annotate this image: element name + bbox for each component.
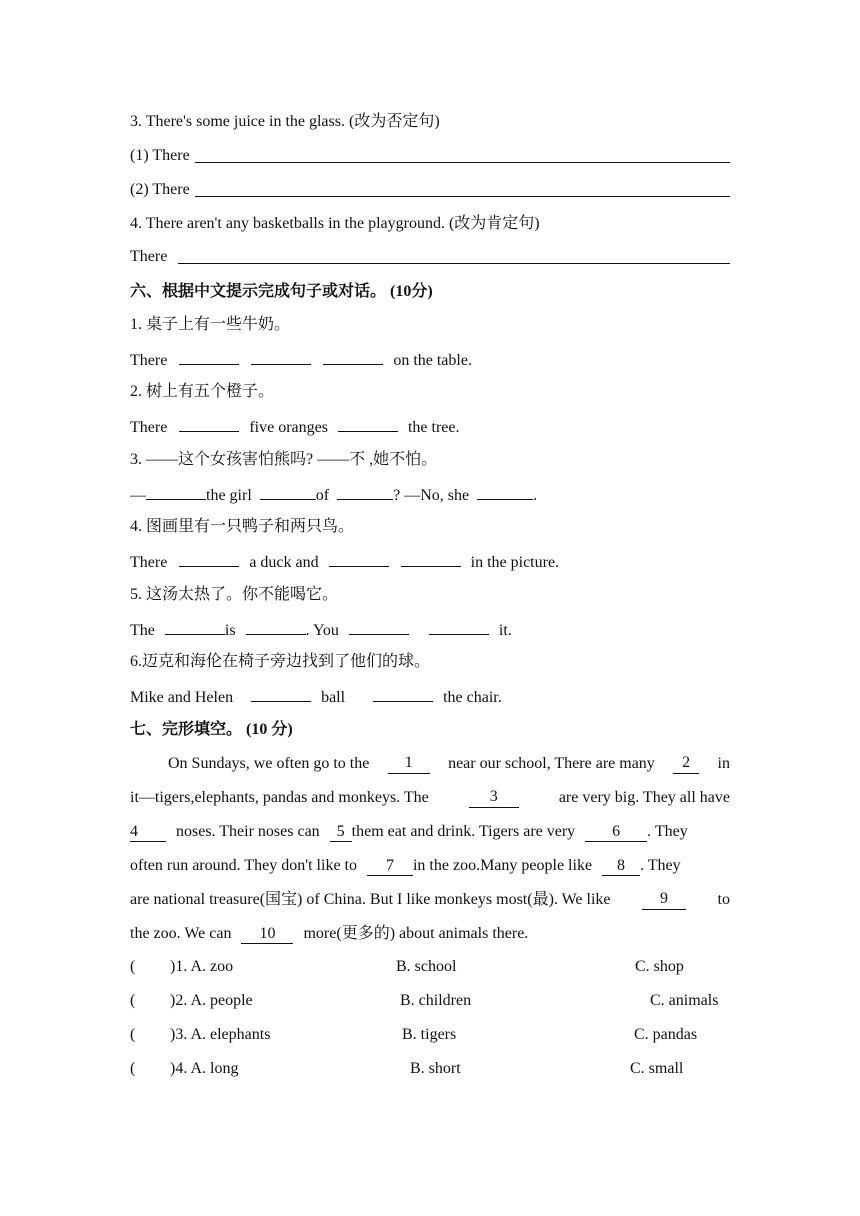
text-segment: on the table. — [393, 352, 472, 369]
q6-1-chinese: 1. 桌子上有一些牛奶。 — [130, 316, 291, 333]
text-segment: . — [533, 487, 538, 504]
passage-line — [130, 856, 730, 876]
q6-3-chinese: 3. ——这个女孩害怕熊吗? ——不 ,她不怕。 — [130, 451, 438, 468]
answer-paren[interactable]: ( — [130, 958, 136, 975]
text-segment: to — [717, 891, 730, 908]
text-segment: of — [315, 487, 330, 504]
text-segment: There — [130, 554, 168, 571]
option-a: )4. A. long — [170, 1060, 239, 1077]
question-4: 4. There aren't any basketballs in the playground. (改为肯定句) — [130, 215, 540, 232]
cloze-passage — [130, 754, 730, 944]
cloze-blank[interactable]: 3 — [469, 788, 519, 808]
cloze-blank[interactable]: 5 — [330, 823, 352, 842]
option-b: B. short — [410, 1060, 461, 1077]
answer-line-3-2 — [130, 180, 730, 200]
cloze-blank[interactable]: 1 — [388, 754, 430, 774]
passage-line — [130, 754, 730, 774]
option-c: C. animals — [650, 992, 719, 1009]
option-a: )2. A. people — [170, 992, 253, 1009]
text-segment: in the picture. — [470, 554, 560, 571]
q6-4-chinese: 4. 图画里有一只鸭子和两只鸟。 — [130, 518, 355, 535]
q6-5-english — [130, 619, 730, 641]
text-segment: is — [224, 622, 236, 639]
text-segment: the chair. — [443, 689, 502, 706]
text-segment: . They — [640, 857, 681, 874]
text-segment: . They — [647, 823, 688, 840]
text-segment: are national treasure(国宝) of China. But I like monkeys most(最). We like — [130, 891, 611, 908]
cloze-blank[interactable]: 6 — [585, 823, 647, 842]
fill-blank[interactable] — [179, 349, 239, 365]
cloze-blank[interactable]: 8 — [602, 857, 640, 876]
cloze-blank[interactable]: 9 — [642, 890, 686, 910]
option-b: B. children — [400, 992, 472, 1009]
text-segment: noses. Their noses can — [176, 823, 320, 840]
text-segment: There — [130, 419, 168, 436]
text-segment: — — [130, 487, 146, 504]
fill-blank[interactable] — [146, 484, 206, 500]
passage-line — [130, 788, 730, 808]
q6-2-chinese: 2. 树上有五个橙子。 — [130, 383, 275, 400]
text-segment: There — [130, 352, 168, 369]
cloze-blank[interactable]: 10 — [241, 925, 293, 944]
text-segment: ball — [321, 689, 346, 706]
fill-blank[interactable] — [251, 686, 311, 702]
option-a: )3. A. elephants — [170, 1026, 271, 1043]
option-a: )1. A. zoo — [170, 958, 234, 975]
text-segment: the zoo. We can — [130, 925, 232, 942]
answer-prefix: (1) There — [130, 147, 190, 164]
option-c: C. small — [630, 1060, 684, 1077]
passage-line — [130, 822, 730, 842]
fill-blank[interactable] — [165, 619, 225, 635]
answer-paren[interactable]: ( — [130, 1060, 136, 1077]
text-segment: it—tigers,elephants, pandas and monkeys. The — [130, 789, 429, 806]
text-segment: five oranges — [249, 419, 328, 436]
answer-paren[interactable]: ( — [130, 992, 136, 1009]
option-b: B. tigers — [402, 1026, 457, 1043]
q6-6-english — [130, 686, 730, 708]
option-c: C. pandas — [634, 1026, 698, 1043]
section-7-heading: 七、完形填空。 (10 分) — [130, 721, 293, 738]
text-segment: the tree. — [407, 419, 460, 436]
q6-5-chinese: 5. 这汤太热了。你不能喝它。 — [130, 586, 339, 603]
fill-blank[interactable] — [429, 619, 489, 635]
fill-blank[interactable] — [349, 619, 409, 635]
fill-blank[interactable] — [338, 416, 398, 432]
answer-blank-line[interactable] — [195, 162, 730, 163]
option-b: B. school — [396, 958, 457, 975]
fill-blank[interactable] — [251, 349, 311, 365]
fill-blank[interactable] — [179, 416, 239, 432]
answer-line-4 — [130, 247, 730, 267]
option-c: C. shop — [635, 958, 684, 975]
text-segment: . You — [305, 622, 339, 639]
q6-3-english — [130, 484, 730, 506]
q6-2-english — [130, 416, 730, 438]
passage-line — [130, 924, 730, 944]
text-segment: it. — [498, 622, 512, 639]
q6-6-chinese: 6.迈克和海伦在椅子旁边找到了他们的球。 — [130, 653, 431, 670]
cloze-blank[interactable]: 4 — [130, 823, 166, 842]
answer-prefix: (2) There — [130, 181, 190, 198]
fill-blank[interactable] — [329, 551, 389, 567]
text-segment: are very big. They all have — [558, 789, 730, 806]
q6-1-english — [130, 349, 730, 371]
answer-paren[interactable]: ( — [130, 1026, 136, 1043]
text-segment: the girl — [206, 487, 252, 504]
cloze-blank[interactable]: 2 — [673, 754, 699, 774]
fill-blank[interactable] — [246, 619, 306, 635]
fill-blank[interactable] — [401, 551, 461, 567]
text-segment: The — [130, 622, 155, 639]
question-3: 3. There's some juice in the glass. (改为否定句) — [130, 113, 440, 130]
text-segment: them eat and drink. Tigers are very — [351, 823, 576, 840]
text-segment: more(更多的) about animals there. — [303, 925, 529, 942]
text-segment: in — [717, 755, 730, 772]
text-segment: On Sundays, we often go to the — [168, 755, 370, 772]
answer-prefix: There — [130, 248, 168, 265]
section-6-heading: 六、根据中文提示完成句子或对话。 (10分) — [130, 283, 433, 300]
cloze-blank[interactable]: 7 — [367, 857, 413, 876]
fill-blank[interactable] — [260, 484, 316, 500]
fill-blank[interactable] — [337, 484, 393, 500]
answer-blank-line[interactable] — [195, 196, 730, 197]
fill-blank[interactable] — [477, 484, 533, 500]
text-segment: Mike and Helen — [130, 689, 234, 706]
passage-line — [130, 890, 730, 910]
text-segment: often run around. They don't like to — [130, 857, 357, 874]
text-segment: near our school, There are many — [448, 755, 655, 772]
text-segment: in the zoo.Many people like — [412, 857, 593, 874]
q6-4-english — [130, 551, 730, 573]
text-segment: a duck and — [249, 554, 319, 571]
text-segment: ? —No, she — [393, 487, 470, 504]
fill-blank[interactable] — [373, 686, 433, 702]
fill-blank[interactable] — [323, 349, 383, 365]
answer-blank-line[interactable] — [178, 263, 730, 264]
answer-line-3-1 — [130, 146, 730, 166]
fill-blank[interactable] — [179, 551, 239, 567]
